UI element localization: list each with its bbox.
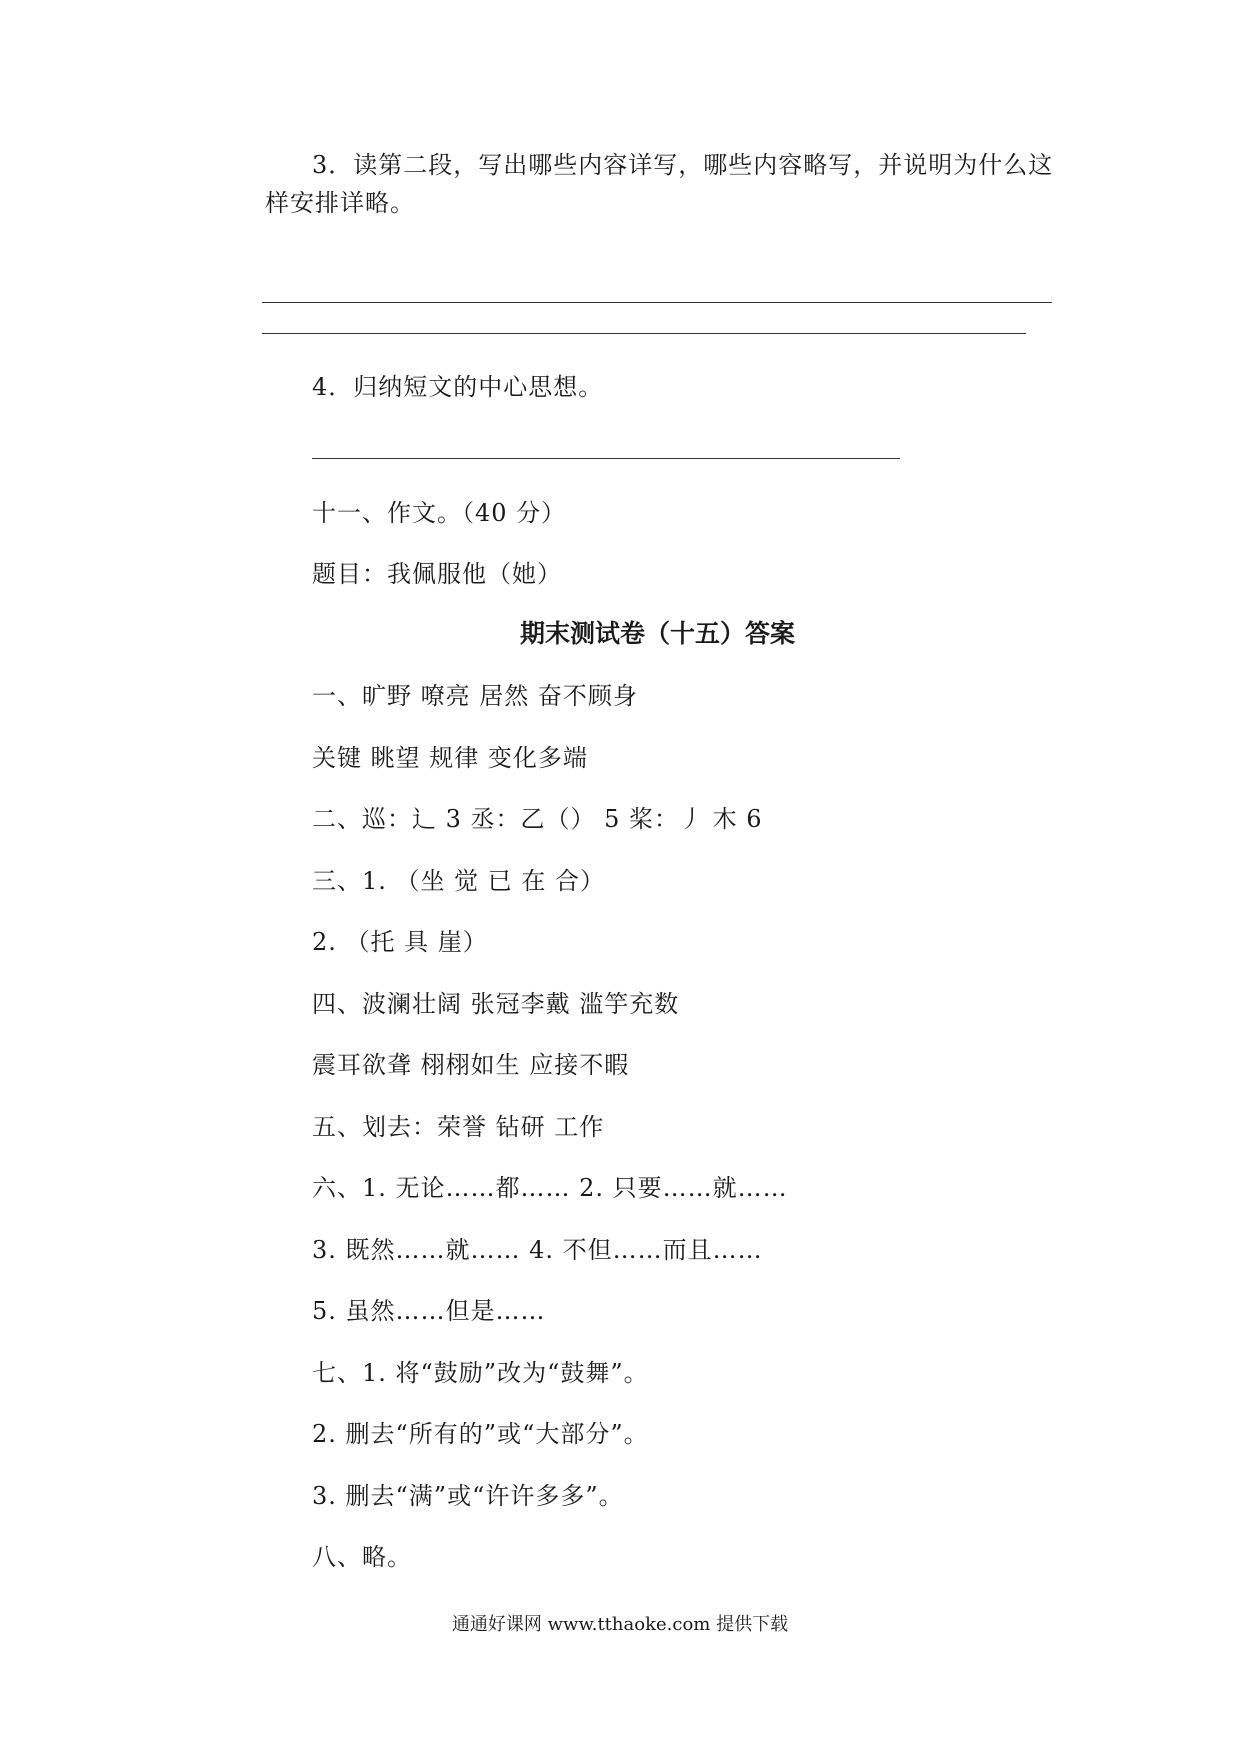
answer-line-text: 震耳欲聋 栩栩如生 应接不暇 — [312, 1051, 630, 1079]
answer-key-title: 期末测试卷（十五）答案 — [519, 619, 795, 648]
answer-line-text: 一、旷野 嘹亮 居然 奋不顾身 — [312, 682, 638, 710]
answer-line-text: 关键 眺望 规律 变化多端 — [312, 744, 588, 772]
answer-line-text: 八、略。 — [312, 1543, 412, 1571]
answer-line-text: 2. （托 具 崖） — [312, 928, 488, 956]
answer-line-text: 三、1. （坐 觉 已 在 合） — [312, 867, 606, 895]
question-3-line-2: 样安排详略。 — [265, 189, 415, 217]
answer-line-text: 3. 既然……就…… 4. 不但……而且…… — [312, 1236, 763, 1264]
answer-line — [262, 302, 1052, 303]
answer-line-text: 五、划去：荣誉 钻研 工作 — [312, 1113, 605, 1141]
answer-line-text: 5. 虽然……但是…… — [312, 1297, 546, 1325]
answer-line — [312, 458, 900, 459]
answer-line-text: 二、巡：辶 3 丞：乙（） 5 桨：丿 木 6 — [312, 805, 763, 833]
answer-line-text: 2. 删去“所有的”或“大部分”。 — [312, 1420, 649, 1448]
answer-line — [262, 333, 1026, 334]
question-3-line-1: 3．读第二段，写出哪些内容详写，哪些内容略写，并说明为什么这 — [312, 151, 1054, 179]
essay-topic: 题目：我佩服他（她） — [312, 560, 562, 588]
page-footer: 通通好课网 www.tthaoke.com 提供下载 — [451, 1614, 789, 1635]
answer-line-text: 四、波澜壮阔 张冠李戴 滥竽充数 — [312, 990, 680, 1018]
answer-line-text: 六、1. 无论……都…… 2. 只要……就…… — [312, 1174, 788, 1202]
answer-line-text: 七、1. 将“鼓励”改为“鼓舞”。 — [312, 1359, 649, 1387]
section-11-heading: 十一、作文。（40 分） — [312, 499, 567, 527]
answer-line-text: 3. 删去“满”或“许许多多”。 — [312, 1482, 624, 1510]
question-4: 4．归纳短文的中心思想。 — [312, 373, 604, 401]
